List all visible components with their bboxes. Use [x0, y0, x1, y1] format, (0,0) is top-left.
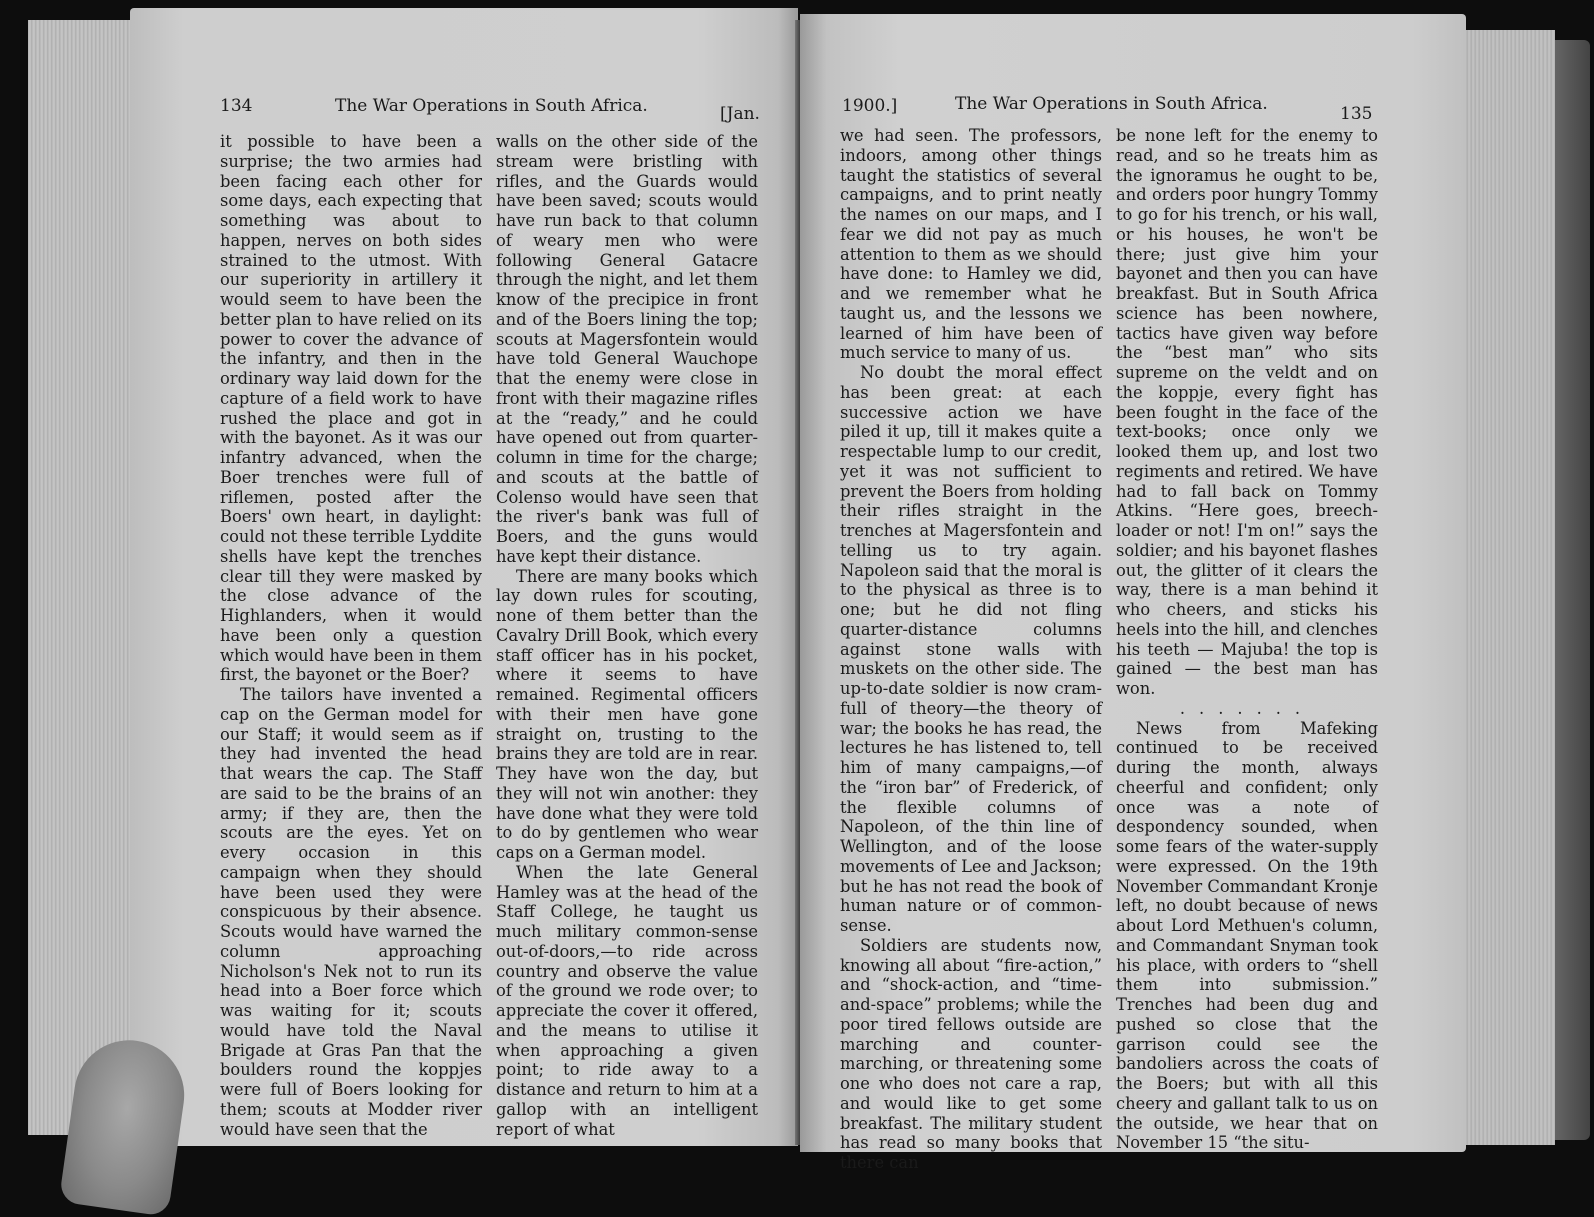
paragraph: it possible to have been a surprise; the two armies had been facing each other for some days, each expecting that something was about to happen, nerves on both sides strained to the utmost. With our superiority in artillery it would seem to have been the better plan to have relied on its power to cover the advance of the infantry, and then in the ordinary way laid down for the capture of a field work to have rushed the place and got in with the bayonet. As it was our infantry advanced, when the Boer trenches were full of riflemen, posted after the Boers' own heart, in daylight: could not these terrible Lyddite shells have kept the trenches clear till they were masked by the close advance of the Highlanders, when it would have been only a question which would have been in them first, the bayonet or the Boer? [220, 132, 482, 685]
paragraph: walls on the other side of the stream were bristling with rifles, and the Guards would have been saved; scouts would have run back to that column of weary men who were following General Gatacre through the night, and let them know of the precipice in front and of the Boers lining the top; scouts at Magersfontein would have told General Wauchope that the enemy were close in front with their magazine rifles at the “ready,” and he could have opened out from quarter-column in time for the charge; and scouts at the battle of Colenso would have seen that the river's bank was full of Boers, and the guns would have kept their distance. [496, 132, 758, 566]
left-column-1 [220, 132, 482, 1139]
left-page-edges [28, 20, 143, 1135]
left-month-label: [Jan. [720, 104, 760, 124]
left-running-title: The War Operations in South Africa. [335, 96, 648, 116]
paragraph: The tailors have invented a cap on the German model for our Staff; it would seem as if they had invented the head that wears the cap. The Staff are said to be the brains of an army; if they are, then the scouts are the eyes. Yet on every occasion in this campaign when they should have been used they were conspicuous by their absence. Scouts would have warned the column approaching Nicholson's Nek not to run its head into a Boer force which was waiting for it; scouts would have told the Naval Brigade at Gras Pan that the boulders round the koppjes were full of Boers looking for them; scouts at Modder river would have seen that the [220, 685, 482, 1139]
paragraph: Soldiers are students now, knowing all about “fire-action,” and “shock-action, and “time-and-space” problems; while the poor tired fellows outside are marching and counter-marching, or threatening some one who does not care a rap, and would like to get some breakfast. The military student has read so many books that there can [840, 935, 1102, 1172]
right-year-label: 1900.] [842, 96, 898, 116]
paragraph: News from Mafeking continued to be received during the month, always cheerful and confident; only once was a note of despondency sounded, when some fears of the water-supply were expressed. On the 19th November Commandant Kronje left, no doubt because of news about Lord Methuen's column, and Commandant Snyman took his place, with orders to “shell them into submission.” Trenches had been dug and pushed so close that the garrison could see the bandoliers across the coats of the Boers; but with all this cheery and gallant talk to us on the outside, we hear that on November 15 “the situ- [1116, 718, 1378, 1153]
left-page [130, 8, 798, 1146]
right-page-number: 135 [1340, 104, 1373, 124]
right-page [800, 14, 1466, 1172]
paragraph: be none left for the enemy to read, and so he treats him as the ignoramus he ought to be, and orders poor hungry Tommy to go for his trench, or his wall, or his houses, he won't be there; just give him your bayonet and then you can have breakfast. But in South Africa science has been nowhere, tactics have given way before the “best man” who sits supreme on the veldt and on the koppje, every fight has been fought in the face of the text-books; once only we looked them up, and lost two regiments and retired. We have had to fall back on Tommy Atkins. “Here goes, breech-loader or not! I'm on!” says the soldier; and his bayonet flashes out, the glitter of it clears the way, there is a man behind it who cheers, and sticks his heels into the hill, and clenches his teeth — Majuba! the top is gained — the best man has won. [1116, 126, 1378, 698]
paragraph: When the late General Hamley was at the head of the Staff College, he taught us much military common-sense out-of-doors,—to ride across country and observe the value of the ground we rode over; to appreciate the cover it offered, and the means to utilise it when approaching a given point; to ride away to a distance and return to him at a gallop with an intelligent report of what [496, 862, 758, 1139]
paragraph: No doubt the moral effect has been great: at each successive action we have piled it up, till it makes quite a respectable lump to our credit, yet it was not sufficient to prevent the Boers from holding their rifles straight in the trenches at Magersfontein and telling us to try again. Napoleon said that the moral is to the physical as three is to one; but he did not fling quarter-distance columns against stone walls with muskets on the other side. The up-to-date soldier is now cram-full of theory—the theory of war; the books he has read, the lectures he has listened to, tell him of many campaigns,—of the “iron bar” of Frederick, of the flexible columns of Napoleon, of the thin line of Wellington, and of the loose movements of Lee and Jackson; but he has not read the book of human nature or of common-sense. [840, 363, 1102, 935]
left-column-2 [496, 132, 758, 1139]
right-column-1 [840, 126, 1102, 1173]
right-running-title: The War Operations in South Africa. [955, 94, 1268, 114]
paragraph: There are many books which lay down rules for scouting, none of them better than the Cavalry Drill Book, which every staff officer has in his pocket, where it seems to have remained. Regimental officers with their men have gone straight on, trusting to the brains they are told are in rear. They have won the day, but they will not win another: they have done what they were told to do by gentlemen who wear caps on a German model. [496, 566, 758, 862]
paragraph: we had seen. The professors, indoors, among other things taught the statistics of several campaigns, and to print neatly the names on our maps, and I fear we did not pay as much attention to them as we should have done: to Hamley we did, and we remember what he taught us, and the lessons we learned of him have been of much service to many of us. [840, 126, 1102, 363]
left-page-number: 134 [220, 96, 253, 116]
right-page-edges [1455, 30, 1555, 1145]
section-break-dots: ....... [1179, 698, 1315, 718]
right-column-2 [1116, 126, 1378, 1153]
